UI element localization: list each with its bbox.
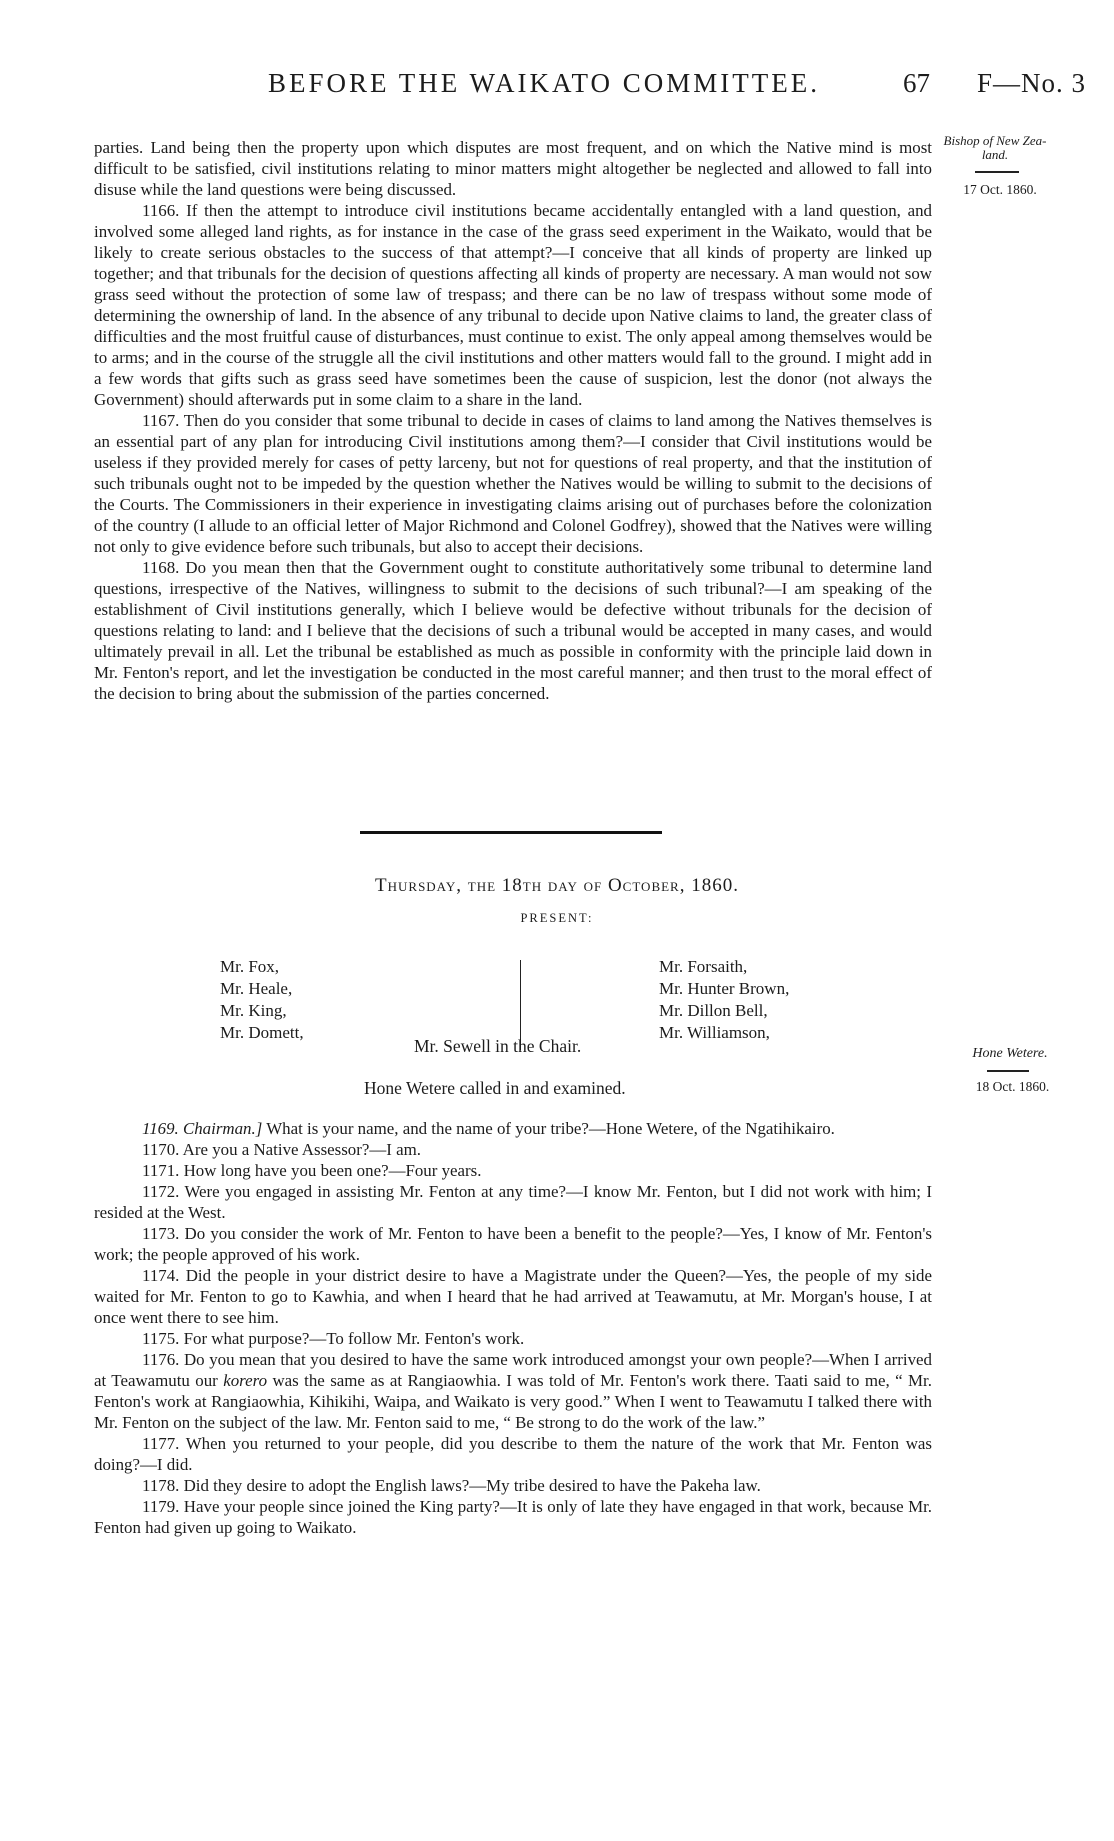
maori-term: korero — [223, 1371, 268, 1390]
paragraph-continuation: parties. Land being then the property upon which disputes are most frequent, and on which the Native mind is most difficult to be satisfied, civil institutions relating to minor matters might altogether be neglected and allowed to fall into disuse while the land questions were being discussed. — [94, 138, 932, 199]
paragraph-q1167: 1167. Then do you consider that some tribunal to decide in cases of claims to land among the Natives themselves is an essential part of any plan for introducing Civil institutions among them?—I consider that Civil institutions would be useless if they provided merely for cases of petty larceny, but not for questions of real property, and that the institution of such tribunals ought not to be impeded by the question whether the Natives would be willing to submit to the decisions of the Courts. The Commissioners in their experience in investigating claims arising out of purchases before the colonization of the country (I allude to an official letter of Major Richmond and Colonel Godfrey), showed that the Natives were willing not only to give evidence before such tribunals, but also to accept their decisions. — [94, 411, 932, 556]
member-name: Mr. Domett, — [220, 1023, 304, 1042]
page-number: 67 — [903, 68, 930, 98]
member-name: Mr. Hunter Brown, — [659, 979, 790, 998]
member-name: Mr. Dillon Bell, — [659, 1001, 768, 1020]
paragraph-q1170: 1170. Are you a Native Assessor?—I am. — [142, 1140, 421, 1159]
paragraph-q1172: 1172. Were you engaged in assisting Mr. Fenton at any time?—I know Mr. Fenton, but I did not work with him; I resided at the West. — [94, 1182, 932, 1222]
member-name: Mr. Fox, — [220, 957, 280, 976]
paragraph-q1175: 1175. For what purpose?—To follow Mr. Fenton's work. — [142, 1329, 525, 1348]
session-date-heading: Thursday, the 18th day of October, 1860. — [375, 875, 739, 896]
margin-witness-name: Hone Wetere. — [972, 1046, 1048, 1061]
paragraph-q1179: 1179. Have your people since joined the King party?—It is only of late they have engaged in that work, because Mr. Fenton had given up going to Waikato. — [94, 1497, 932, 1537]
member-name: Mr. Heale, — [220, 979, 293, 998]
paragraph-q1177: 1177. When you returned to your people, did you describe to them the nature of the work that Mr. Fenton was doing?—I did. — [94, 1434, 932, 1474]
paragraph-q1171: 1171. How long have you been one?—Four years. — [142, 1161, 482, 1180]
margin-rule — [975, 171, 1019, 173]
margin-rule — [987, 1070, 1029, 1072]
margin-witness-date: 18 Oct. 1860. — [975, 1079, 1050, 1094]
testimony-section-one — [94, 137, 932, 704]
testimony-section-two — [94, 1118, 932, 1538]
paragraph-q1174: 1174. Did the people in your district desire to have a Magistrate under the Queen?—Yes, the people of my side waited for Mr. Fenton to go to Kawhia, and when I heard that he had arrived at Teawamutu, at Mr. Morgan's house, I at once went there to see him. — [94, 1266, 932, 1327]
page-header — [0, 68, 1114, 108]
section-divider — [360, 831, 662, 834]
members-right-list — [659, 956, 789, 1044]
paragraph-q1178: 1178. Did they desire to adopt the English laws?—My tribe desired to have the Pakeha law. — [142, 1476, 761, 1495]
running-title: BEFORE THE WAIKATO COMMITTEE. — [268, 68, 820, 98]
margin-witness-name: Bishop of New Zea-land. — [943, 133, 1047, 162]
paragraph-q1173: 1173. Do you consider the work of Mr. Fenton to have been a benefit to the people?—Yes, I know of Mr. Fenton's work; the people approved of his work. — [94, 1224, 932, 1264]
series-number: F—No. 3 — [977, 68, 1087, 98]
paragraph-q1176: 1176. Do you mean that you desired to have the same work introduced amongst your own people?—When I arrived at Teawamutu our korero was the same as at Rangiaowhia. I was told of Mr. Fenton's work there. Taati said to me, “ Mr. Fenton's work at Rangiaowhia, Kihikihi, Waipa, and Waikato is very good.” When I went to Teawamutu I talked there with Mr. Fenton on the subject of the law. Mr. Fenton said to me, “ Be strong to do the work of the law.” — [94, 1350, 932, 1432]
margin-witness-date: 17 Oct. 1860. — [963, 182, 1037, 197]
member-name: Mr. King, — [220, 1001, 287, 1020]
present-heading: PRESENT: — [520, 911, 594, 925]
speaker-label: 1169. Chairman.] — [142, 1119, 263, 1138]
paragraph-q1166: 1166. If then the attempt to introduce civil institutions became accidentally entangled with a land question, and involved some alleged land rights, as for instance in the case of the grass seed experiment in the Waikato, would that be likely to create serious obstacles to the success of that attempt?—I conceive that all kinds of property are linked up together; and that tribunals for the decision of questions affecting all kinds of property are necessary. A man would not sow grass seed without the protection of some law of trespass; and there can be no law of trespass without some mode of determining the ownership of land. In the absence of any tribunal to decide upon Native claims to land, the greater class of difficulties and the most fruitful cause of disturbances, must continue to exist. The only appeal among themselves would be to arms; and in the course of the struggle all the civil institutions and other matters would fall to the ground. I might add in a few words that gifts such as grass seed have sometimes been the cause of suspicion, lest the donor (not always the Government) should afterwards put in some claim to a share in the land. — [94, 201, 932, 409]
chair-line: Mr. Sewell in the Chair. — [414, 1036, 582, 1056]
witness-called-line: Hone Wetere called in and examined. — [364, 1078, 626, 1098]
member-name: Mr. Williamson, — [659, 1023, 770, 1042]
paragraph-q1168: 1168. Do you mean then that the Government ought to constitute authoritatively some tribunal to determine land questions, irrespective of the Natives, willingness to submit to the decisions of such tribunal?—I am speaking of the establishment of Civil institutions generally, which I believe would be defective without tribunals for the decision of questions relating to land: and I believe that the decisions of such a tribunal would be accepted in many cases, and would ultimately prevail in all. Let the tribunal be established as much as possible in conformity with the principle laid down in Mr. Fenton's report, and let the investigation be conducted in the most careful manner; and then trust to the moral effect of the decision to bring about the submission of the parties concerned. — [94, 558, 932, 703]
paragraph-q1169: 1169. Chairman.] What is your name, and the name of your tribe?—Hone Wetere, of the Ngatihikairo. — [142, 1119, 835, 1138]
members-left-list — [220, 956, 304, 1044]
member-name: Mr. Forsaith, — [659, 957, 748, 976]
